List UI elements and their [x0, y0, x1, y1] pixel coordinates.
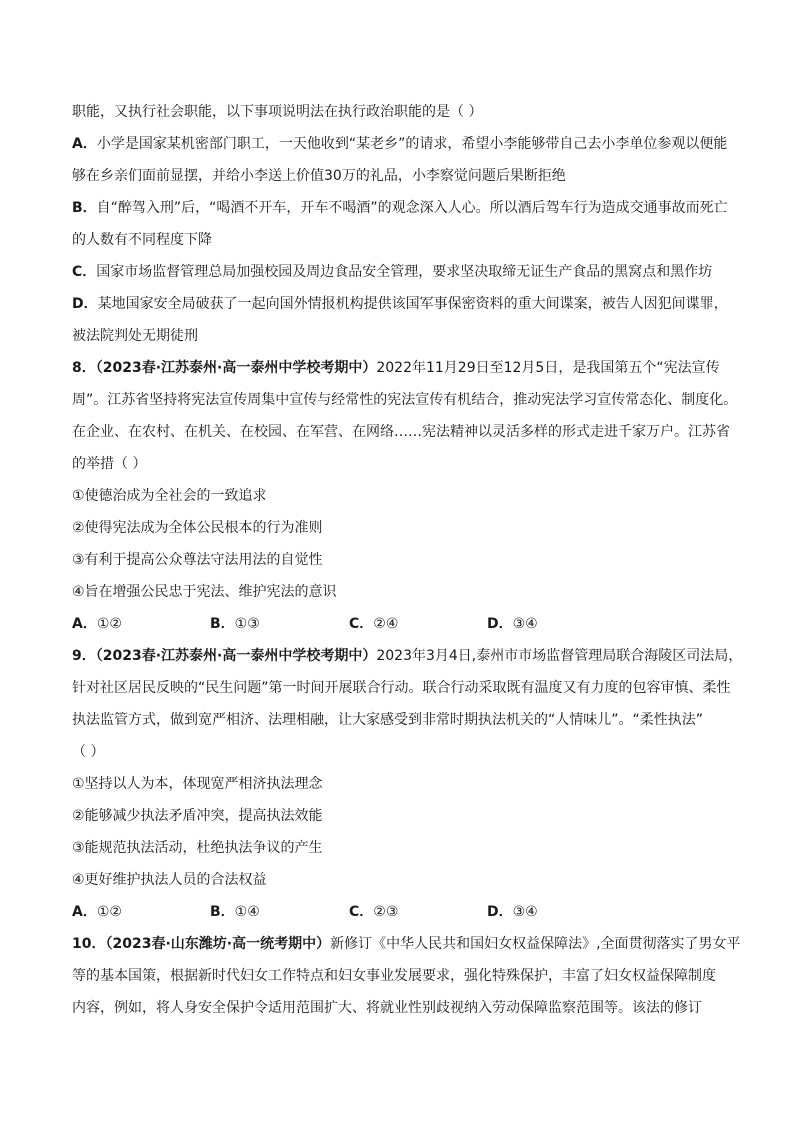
statement: ③有利于提高公众尊法守法用法的自觉性: [72, 552, 323, 568]
question-8: [72, 352, 738, 640]
option-text: 某地国家安全局破获了一起向国外情报机构提供该国军事保密资料的重大间谍案，被告人因犯间谍罪，: [97, 296, 728, 312]
statement: ①使德治成为全社会的一致追求: [72, 488, 267, 504]
option-text: 自“醉驾入刑”后，“喝酒不开车，开车不喝酒”的观念深入人心。所以酒后驾车行为造成交通事故而死亡: [96, 200, 728, 216]
question-stem: 内容，例如，将人身安全保护令适用范围扩大、将就业性别歧视纳入劳动保障监察范围等。该法的修订: [72, 1000, 702, 1016]
question-number: 10．: [72, 936, 106, 952]
question-stem: 等的基本国策，根据新时代妇女工作特点和妇女事业发展要求，强化特殊保护，丰富了妇女权益保障制度: [72, 968, 716, 984]
question-number: 9．: [72, 648, 96, 664]
question-7-stem-tail: 职能，又执行社会职能，以下事项说明法在执行政治职能的是（ ）: [72, 104, 483, 120]
choice-d: D．③④: [487, 904, 538, 920]
choice-c: C．②③: [349, 904, 399, 920]
answer-choices: [72, 896, 732, 928]
question-number: 8．: [72, 360, 96, 376]
question-7-option-a: [72, 128, 732, 192]
option-text: 够在乡亲们面前显摆，并给小李送上价值30万的礼品，小李察觉问题后果断拒绝: [72, 168, 566, 184]
option-text: 被法院判处无期徒刑: [72, 328, 198, 344]
statement: ②使得宪法成为全体公民根本的行为准则: [72, 520, 323, 536]
question-stem: （ ）: [72, 744, 105, 760]
question-stem: 周”。江苏省坚持将宪法宣传周集中宣传与经常性的宪法宣传有机结合，推动宪法学习宣传常态化、制度化。: [72, 392, 738, 408]
question-stem: 新修订《中华人民共和国妇女权益保障法》,全面贯彻落实了男女平: [330, 936, 741, 952]
question-stem: 针对社区居民反映的“民生问题”第一时间开展联合行动。联合行动采取既有温度又有力度的包容审慎、柔性: [72, 680, 731, 696]
option-text: 国家市场监督管理总局加强校园及周边食品安全管理，要求坚决取缔无证生产食品的黑窝点和黑作坊: [96, 264, 713, 280]
question-stem: 执法监管方式，做到宽严相济、法理相融，让大家感受到非常时期执法机关的“人情味儿”。“柔性执法”: [72, 712, 704, 728]
question-10: [72, 928, 741, 1024]
choice-b: B．①④: [210, 904, 260, 920]
option-text: 小学是国家某机密部门职工，一天他收到“某老乡”的请求，希望小李能够带自己去小李单位参观以便能: [96, 136, 728, 152]
choice-a: A．①②: [72, 904, 122, 920]
question-7-option-b: [72, 192, 732, 256]
question-7-option-c: [72, 256, 732, 288]
question-7: [72, 96, 732, 352]
statement: ④更好维护执法人员的合法权益: [72, 872, 267, 888]
option-letter: A．: [72, 136, 97, 152]
question-source: （2023春·山东潍坊·高一统考期中）: [105, 936, 331, 952]
choice-b: B．①③: [210, 616, 260, 632]
statement: ③能规范执法活动，杜绝执法争议的产生: [72, 840, 323, 856]
statement: ④旨在增强公民忠于宪法、维护宪法的意识: [72, 584, 337, 600]
question-stem: 2023年3月4日,泰州市市场监督管理局联合海陵区司法局，: [376, 648, 743, 664]
option-text: 的人数有不同程度下降: [72, 232, 212, 248]
question-stem: 的举措（ ）: [72, 456, 147, 472]
answer-choices: [72, 608, 732, 640]
option-letter: C．: [72, 264, 97, 280]
option-letter: D．: [72, 296, 98, 312]
question-9: [72, 640, 743, 928]
option-letter: B．: [72, 200, 97, 216]
question-source: （2023春·江苏泰州·高一泰州中学校考期中）: [95, 360, 377, 376]
statement: ①坚持以人为本，体现宽严相济执法理念: [72, 776, 323, 792]
question-source: （2023春·江苏泰州·高一泰州中学校考期中）: [95, 648, 377, 664]
question-7-option-d: [72, 288, 732, 352]
question-stem: 在企业、在农村、在机关、在校园、在军营、在网络……宪法精神以灵活多样的形式走进千家万户。江苏省: [72, 424, 730, 440]
exam-page: [72, 96, 743, 1024]
question-stem: 2022年11月29日至12月5日，是我国第五个“宪法宣传: [376, 360, 720, 376]
choice-c: C．②④: [349, 616, 399, 632]
choice-a: A．①②: [72, 616, 122, 632]
choice-d: D．③④: [487, 616, 538, 632]
statement: ②能够减少执法矛盾冲突，提高执法效能: [72, 808, 323, 824]
